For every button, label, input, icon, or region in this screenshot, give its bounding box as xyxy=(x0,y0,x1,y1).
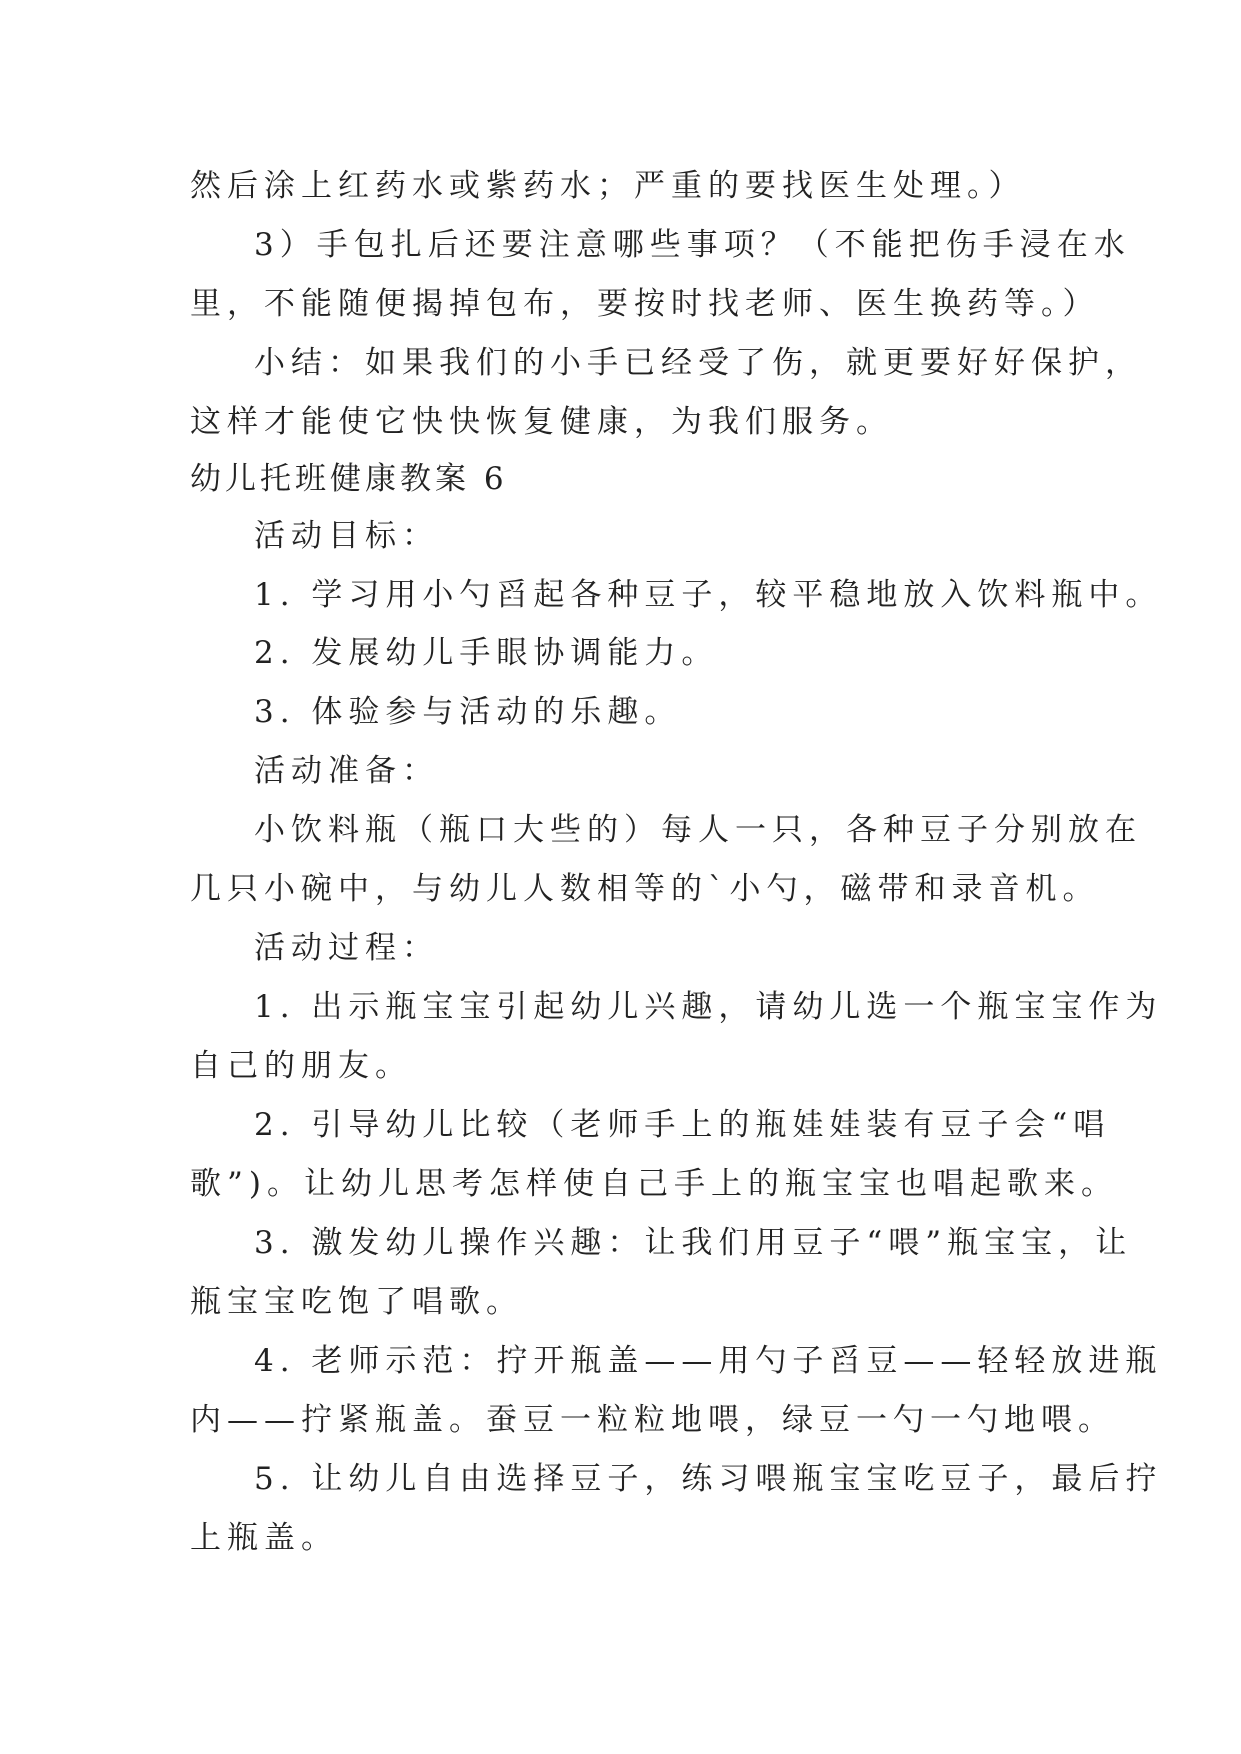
list-item-continuation: 内——拧紧瓶盖。蚕豆一粒粒地喂，绿豆一勺一勺地喂。 xyxy=(190,1402,1115,1438)
list-item: 2. 发展幼儿手眼协调能力。 xyxy=(254,635,719,671)
section-heading: 活动准备： xyxy=(254,753,439,789)
list-item: 3. 激发幼儿操作兴趣：让我们用豆子“喂”瓶宝宝，让 xyxy=(254,1225,1133,1261)
list-item: 5. 让幼儿自由选择豆子，练习喂瓶宝宝吃豆子，最后拧 xyxy=(254,1461,1163,1497)
section-heading: 活动过程： xyxy=(254,930,439,966)
list-item-continuation: 自己的朋友。 xyxy=(190,1048,412,1084)
list-item-continuation: 歌”)。让幼儿思考怎样使自己手上的瓶宝宝也唱起歌来。 xyxy=(190,1166,1118,1202)
paragraph-line: 这样才能使它快快恢复健康，为我们服务。 xyxy=(190,404,893,440)
list-item: 1. 出示瓶宝宝引起幼儿兴趣，请幼儿选一个瓶宝宝作为 xyxy=(254,989,1163,1025)
paragraph-line: 3）手包扎后还要注意哪些事项？（不能把伤手浸在水 xyxy=(254,227,1131,263)
section-heading: 活动目标： xyxy=(254,518,439,554)
section-title: 幼儿托班健康教案 6 xyxy=(190,461,508,497)
paragraph-line: 几只小碗中，与幼儿人数相等的`小勺，磁带和录音机。 xyxy=(190,871,1100,907)
list-item: 1. 学习用小勺舀起各种豆子，较平稳地放入饮料瓶中。 xyxy=(254,577,1163,613)
list-item-continuation: 瓶宝宝吃饱了唱歌。 xyxy=(190,1284,523,1320)
list-item: 3. 体验参与活动的乐趣。 xyxy=(254,694,682,730)
paragraph-line: 小结：如果我们的小手已经受了伤，就更要好好保护， xyxy=(254,345,1142,381)
list-item-continuation: 上瓶盖。 xyxy=(190,1520,338,1556)
list-item: 2. 引导幼儿比较（老师手上的瓶娃娃装有豆子会“唱 xyxy=(254,1107,1111,1143)
list-item: 4. 老师示范：拧开瓶盖——用勺子舀豆——轻轻放进瓶 xyxy=(254,1343,1163,1379)
paragraph-line: 里，不能随便揭掉包布，要按时找老师、医生换药等。） xyxy=(190,286,1100,322)
paragraph-line: 小饮料瓶（瓶口大些的）每人一只，各种豆子分别放在 xyxy=(254,812,1142,848)
paragraph-line: 然后涂上红药水或紫药水；严重的要找医生处理。） xyxy=(190,168,1026,204)
